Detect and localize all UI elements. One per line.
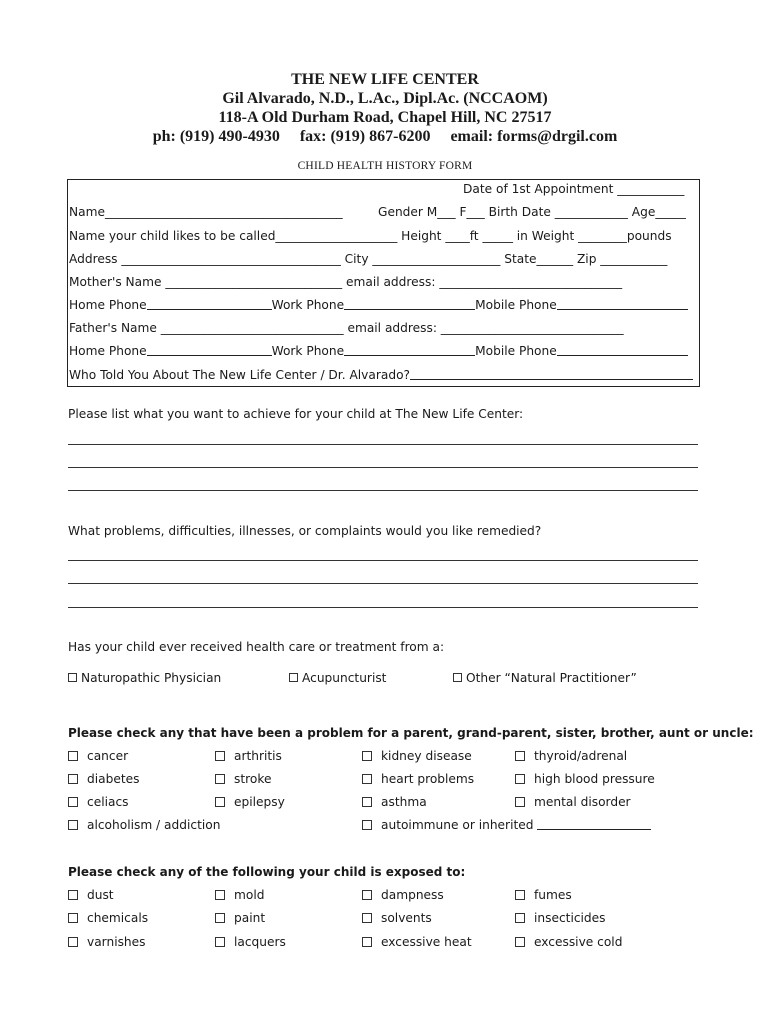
mobile-phone-label: Mobile Phone [475, 298, 557, 312]
problems-question: What problems, difficulties, illnesses, or complaints would you like remedied? [68, 524, 542, 538]
exposure-option[interactable]: paint [215, 911, 265, 925]
family-option[interactable]: kidney disease [362, 749, 472, 763]
care-option-other[interactable]: Other “Natural Practitioner” [453, 671, 637, 685]
checkbox-icon[interactable] [362, 913, 372, 923]
checkbox-icon[interactable] [68, 774, 78, 784]
checkbox-icon[interactable] [68, 890, 78, 900]
referral-field[interactable] [69, 368, 693, 382]
family-option[interactable]: mental disorder [515, 795, 631, 809]
checkbox-icon[interactable] [515, 751, 525, 761]
gender-birthdate-age-field[interactable]: Gender M___ F___ Birth Date ____________ Age_____ [378, 205, 686, 219]
family-option[interactable]: heart problems [362, 772, 474, 786]
exposure-heading: Please check any of the following your child is exposed to: [68, 865, 466, 879]
family-option[interactable]: alcoholism / addiction [68, 818, 220, 832]
checkbox-icon[interactable] [515, 890, 525, 900]
practitioner-credentials: Gil Alvarado, N.D., L.Ac., Dipl.Ac. (NCCAOM) [222, 90, 548, 107]
address-field[interactable]: Address ____________________________________ City _____________________ State______ Zip ___________ [69, 252, 668, 266]
inherited-blank[interactable] [537, 818, 651, 830]
clinic-name: THE NEW LIFE CENTER [291, 71, 479, 88]
exposure-option[interactable]: solvents [362, 911, 432, 925]
home-phone-label: Home Phone [69, 298, 147, 312]
exposure-option[interactable]: varnishes [68, 935, 146, 949]
checkbox-icon[interactable] [68, 820, 78, 830]
child-name-field[interactable] [69, 205, 343, 219]
checkbox-icon[interactable] [215, 774, 225, 784]
checkbox-icon[interactable] [215, 890, 225, 900]
exposure-option[interactable]: fumes [515, 888, 572, 902]
exposure-option[interactable]: excessive heat [362, 935, 472, 949]
care-question: Has your child ever received health care or treatment from a: [68, 640, 445, 654]
exposure-option[interactable]: dampness [362, 888, 444, 902]
exposure-option[interactable]: insecticides [515, 911, 606, 925]
family-option[interactable]: arthritis [215, 749, 282, 763]
checkbox-icon[interactable] [453, 673, 462, 682]
family-option[interactable]: autoimmune or inherited [362, 818, 651, 832]
family-option[interactable]: high blood pressure [515, 772, 655, 786]
checkbox-icon[interactable] [68, 751, 78, 761]
checkbox-icon[interactable] [68, 673, 77, 682]
answer-line[interactable] [68, 444, 698, 445]
checkbox-icon[interactable] [362, 890, 372, 900]
checkbox-icon[interactable] [215, 751, 225, 761]
work-phone-label: Work Phone [271, 298, 345, 312]
family-option[interactable]: epilepsy [215, 795, 285, 809]
checkbox-icon[interactable] [68, 797, 78, 807]
checkbox-icon[interactable] [362, 937, 372, 947]
family-option[interactable]: celiacs [68, 795, 129, 809]
care-option-acupuncturist[interactable]: Acupuncturist [289, 671, 386, 685]
clinic-contact: ph: (919) 490-4930 fax: (919) 867-6200 email: forms@drgil.com [152, 128, 618, 145]
care-option-naturopath[interactable]: Naturopathic Physician [68, 671, 221, 685]
family-option[interactable]: stroke [215, 772, 271, 786]
father-name-email-field[interactable]: Father's Name ______________________________ email address: ______________________________ [69, 321, 624, 335]
answer-line[interactable] [68, 607, 698, 608]
answer-line[interactable] [68, 467, 698, 468]
checkbox-icon[interactable] [515, 797, 525, 807]
father-phones-field[interactable] [69, 344, 688, 358]
family-option[interactable]: diabetes [68, 772, 139, 786]
answer-line[interactable] [68, 490, 698, 491]
checkbox-icon[interactable] [215, 797, 225, 807]
mobile-phone-label: Mobile Phone [475, 344, 557, 358]
checkbox-icon[interactable] [215, 913, 225, 923]
exposure-option[interactable]: chemicals [68, 911, 148, 925]
checkbox-icon[interactable] [515, 937, 525, 947]
nickname-height-weight-field[interactable]: Name your child likes to be called____________________ Height ____ft _____ in Weight ________pounds [69, 229, 672, 243]
checkbox-icon[interactable] [362, 774, 372, 784]
checkbox-icon[interactable] [362, 820, 372, 830]
mother-phones-field[interactable] [69, 298, 688, 312]
name-blank: _______________________________________ [104, 205, 343, 219]
checkbox-icon[interactable] [362, 797, 372, 807]
referral-label: Who Told You About The New Life Center / Dr. Alvarado? [69, 368, 410, 382]
exposure-option[interactable]: dust [68, 888, 114, 902]
exposure-option[interactable]: lacquers [215, 935, 286, 949]
appointment-date-field[interactable]: Date of 1st Appointment ___________ [463, 182, 685, 196]
exposure-option[interactable]: mold [215, 888, 264, 902]
exposure-option[interactable]: excessive cold [515, 935, 622, 949]
family-option[interactable]: asthma [362, 795, 427, 809]
answer-line[interactable] [68, 560, 698, 561]
form-title: CHILD HEALTH HISTORY FORM [297, 160, 473, 172]
checkbox-icon[interactable] [515, 913, 525, 923]
work-phone-label: Work Phone [271, 344, 345, 358]
name-label: Name [69, 205, 105, 219]
checkbox-icon[interactable] [362, 751, 372, 761]
family-option[interactable]: thyroid/adrenal [515, 749, 627, 763]
checkbox-icon[interactable] [68, 937, 78, 947]
checkbox-icon[interactable] [515, 774, 525, 784]
home-phone-label: Home Phone [69, 344, 147, 358]
family-option[interactable]: cancer [68, 749, 128, 763]
mother-name-email-field[interactable]: Mother's Name _____________________________ email address: ______________________________ [69, 275, 623, 289]
family-history-heading: Please check any that have been a problem for a parent, grand-parent, sister, brother, aunt or uncle: [68, 726, 754, 740]
checkbox-icon[interactable] [215, 937, 225, 947]
answer-line[interactable] [68, 583, 698, 584]
achieve-question: Please list what you want to achieve for your child at The New Life Center: [68, 407, 524, 421]
checkbox-icon[interactable] [289, 673, 298, 682]
checkbox-icon[interactable] [68, 913, 78, 923]
clinic-address: 118-A Old Durham Road, Chapel Hill, NC 27517 [218, 109, 552, 126]
